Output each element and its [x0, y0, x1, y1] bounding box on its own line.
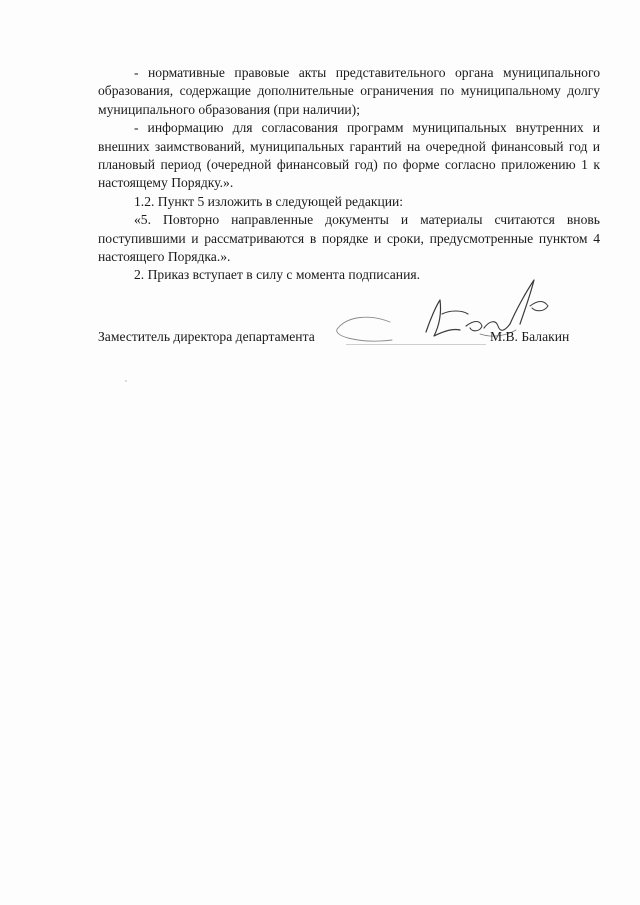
- signer-title: Заместитель директора департамента: [98, 329, 315, 344]
- paragraph-legal-acts: - нормативные правовые акты представительного органа муниципального образования, содержащие дополнительные ограничения по муниципальному долгу муниципального образования (при наличии);: [98, 65, 600, 117]
- scan-speck: [125, 380, 127, 382]
- signature-line: [346, 344, 486, 345]
- paragraph-borrowing-info: - информацию для согласования программ муниципальных внутренних и внешних заимствований, муниципальных гарантий на очередной финансовый год и плановый период (очередной финансовый год) по форме согласно приложению 1 к настоящему Порядку.».: [98, 120, 600, 191]
- paragraph-point-1-2: 1.2. Пункт 5 изложить в следующей редакции:: [134, 193, 404, 209]
- paragraph-point-5: «5. Повторно направленные документы и материалы считаются вновь поступившими и рассматриваются в порядке и сроки, предусмотренные пунктом 4 настоящего Порядка.».: [98, 212, 600, 265]
- document-body: [98, 64, 600, 285]
- paragraph-order-effective: 2. Приказ вступает в силу с момента подписания.: [134, 267, 420, 283]
- signer-name: М.В. Балакин: [490, 329, 570, 344]
- signature-block: [98, 325, 600, 365]
